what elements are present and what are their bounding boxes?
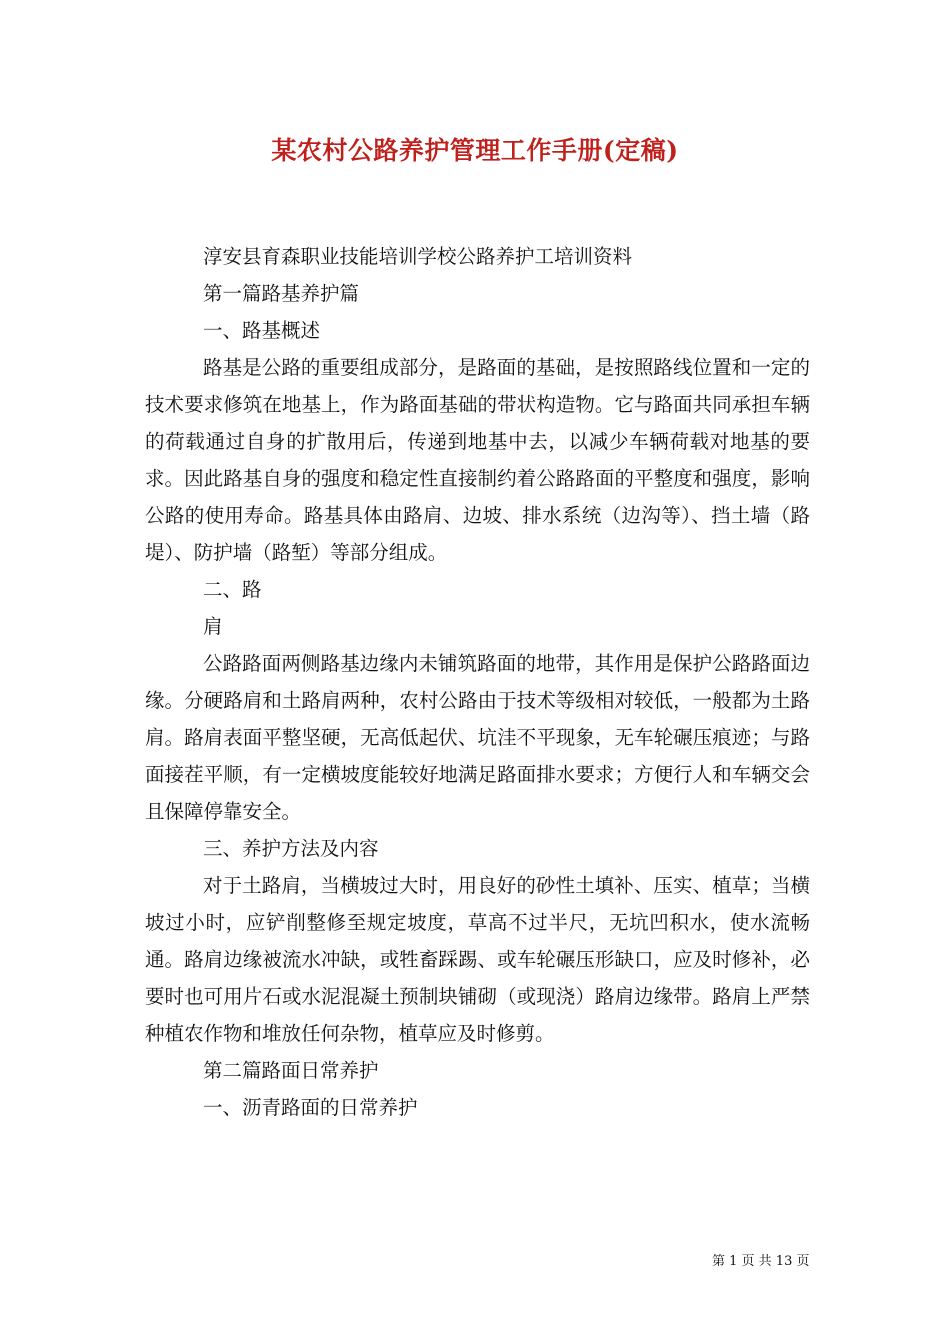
training-source-line: 淳安县育森职业技能培训学校公路养护工培训资料 <box>203 245 633 268</box>
document-body <box>145 238 810 1126</box>
body-paragraph: 路基是公路的重要组成部分，是路面的基础，是按照路线位置和一定的技术要求修筑在地基上，作为路面基础的带状构造物。它与路面共同承担车辆的荷载通过自身的扩散用后，传递到地基中去，以减少车辆荷载对地基的要求。因此路基自身的强度和稳定性直接制约着公路路面的平整度和强度，影响公路的使用寿命。路基具体由路肩、边坡、排水系统（边沟等）、挡土墙（路堤）、防护墙（路堑）等部分组成。 <box>145 356 810 564</box>
section-heading: 一、沥青路面的日常养护 <box>203 1096 418 1119</box>
part-heading: 第二篇路面日常养护 <box>203 1059 379 1082</box>
page-number: 第 1 页 共 13 页 <box>712 1254 810 1269</box>
part-heading: 第一篇路基养护篇 <box>203 282 360 305</box>
section-heading-continuation: 肩 <box>203 615 223 638</box>
body-paragraph: 对于土路肩，当横坡过大时，用良好的砂性土填补、压实、植草；当横坡过小时，应铲削整修至规定坡度，草高不过半尺，无坑凹积水，使水流畅通。路肩边缘被流水冲缺，或牲畜踩踢、或车轮碾压形缺口，应及时修补，必要时也可用片石或水泥混凝土预制块铺砌（或现浇）路肩边缘带。路肩上严禁种植农作物和堆放任何杂物，植草应及时修剪。 <box>145 874 810 1045</box>
document-title: 某农村公路养护管理工作手册(定稿) <box>271 136 679 165</box>
section-heading: 三、养护方法及内容 <box>203 837 379 860</box>
section-heading: 二、路 <box>203 578 262 601</box>
body-paragraph: 公路路面两侧路基边缘内未铺筑路面的地带，其作用是保护公路路面边缘。分硬路肩和土路肩两种，农村公路由于技术等级相对较低，一般都为土路肩。路肩表面平整坚硬，无高低起伏、坑洼不平现象，无车轮碾压痕迹；与路面接茬平顺，有一定横坡度能较好地满足路面排水要求；方便行人和车辆交会且保障停靠安全。 <box>145 652 810 823</box>
section-heading: 一、路基概述 <box>203 319 321 342</box>
